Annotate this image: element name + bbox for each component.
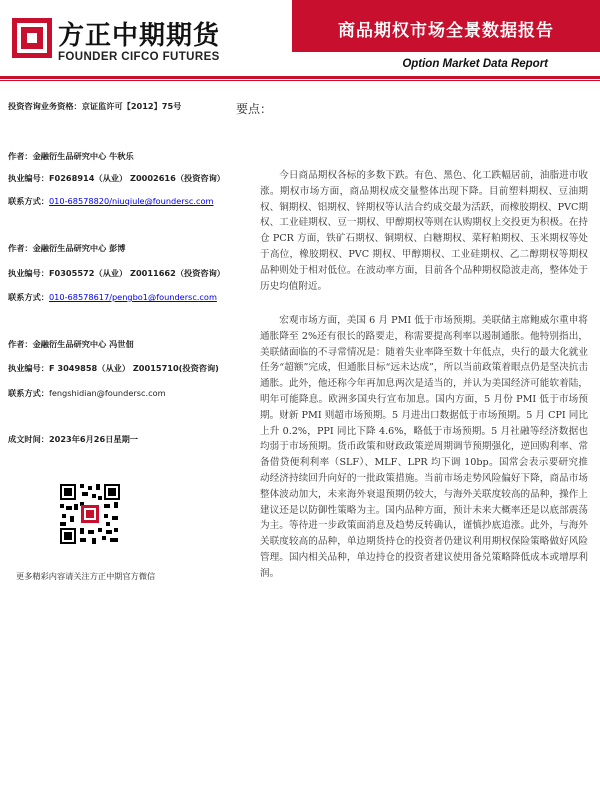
header-divider-thin: [0, 80, 600, 81]
contact-label: 联系方式：: [8, 196, 49, 206]
author-contact: [8, 291, 217, 303]
qr-caption: 更多精彩内容请关注方正中期官方微信: [16, 571, 156, 581]
author-cert: 执业编号：F0305572（从业） Z0011662（投资咨询）: [8, 268, 225, 278]
license-info: 投资咨询业务资格：京证监许可【2012】75号: [8, 101, 182, 111]
author-email: fengshidian@foundersc.com: [48, 388, 166, 398]
contact-label: 联系方式：: [8, 292, 49, 302]
author-contact: [8, 195, 214, 207]
author-line: 作者：金融衍生品研究中心 冯世佃: [8, 339, 134, 349]
founder-logo-icon: [12, 18, 52, 58]
author-email-link[interactable]: 010-68578617/pengbo1@foundersc.com: [48, 292, 217, 302]
brand-name-cn: 方正中期期货: [58, 21, 221, 51]
author-email-link[interactable]: 010-68578820/niuqiule@foundersc.com: [48, 196, 214, 206]
author-cert: 执业编号：F0268914（从业） Z0002616（投资咨询）: [8, 173, 225, 183]
author-cert: 执业编号：F 3049858（从业） Z0015710(投资咨询): [8, 363, 219, 373]
publish-date: 成文时间：2023年6月26日星期一: [8, 434, 138, 444]
report-subtitle: Option Market Data Report: [402, 58, 548, 70]
header-divider: [0, 76, 600, 79]
report-header: [0, 0, 600, 76]
author-line: 作者：金融衍生品研究中心 牛秋乐: [8, 151, 134, 161]
wechat-qr-code-icon: [58, 482, 122, 546]
summary-paragraph-options: 今日商品期权各标的多数下跌。有色、黑色、化工跌幅居前，油脂进市收涨。期权市场方面，商品期权成交量整体出现下降。目前塑料期权、豆油期权、铜期权、铝期权、锌期权等认沽合约成交最为活跃，而橡胶期权、PVC期权、工业硅期权、豆一期权、甲醇期权等则在认购期权上交投更为积极。在持仓 PCR 方面，铁矿石期权、铜期权、白糖期权、菜籽粕期权、玉米期权等处于高位，橡胶期权、PVC 期权、甲醇期权、工业硅期权、乙二醇期权等期权品种则处于相对低位。在波动率方面，目前各个品种期权隐波走高，整体处于历史均值附近。: [260, 170, 588, 292]
key-points-heading: 要点：: [236, 102, 273, 116]
brand-name-en: FOUNDER CIFCO FUTURES: [58, 51, 220, 63]
author-contact: [8, 387, 166, 399]
summary-paragraph-macro: 宏观市场方面，美国 6 月 PMI 低于市场预期。美联储主席鲍威尔重申将通胀降至 2%还有很长的路要走，称需要提高利率以遏制通胀。他特别指出，美联储面临的不寻常情况是：随着失业率降至数十年低点，央行的最大化就业任务“超额”完成，但通胀目标“远未达成”，所以当前政策着眼点仍是坚决抗击通胀。此外，他还称今年再加息两次是适当的，并认为美国经济可能软着陆，明年可能降息。欧洲多国央行宣布加息。国内方面，5 月份 PMI 低于市场预期。财新 PMI 则超市场预期。5 月进出口数据低于市场预期。5 月 CPI 同比上升 0.2%，PPI 同比下降 4.6%，略低于市场预期。5 月社融等经济数据也均弱于市场预期。货币政策和财政政策逆周期调节预期强化，逆回购利率、常备借贷便利利率（SLF）、MLF、LPR 均下调 10bp。国常会表示要研究推动经济持续回升向好的一批政策措施。当前市场走势风险偏好下降，商品市场整体波动加大，未来海外衰退预期仍较大，与海外关联度较高的品种，操作上建议还是以防御性策略为主。国内品种方面，预计未来大概率还是以底部震荡为主。等待进一步政策面消息及趋势反转确认，谨慎抄底追涨。此外，与海外关联度较高的品种，单边期货持仓的投资者仍建议利用期权保险策略做好风险管理。国内相关品种，单边持仓的投资者建议使用备兑策略降低成本或增厚利润。: [260, 315, 588, 579]
author-line: 作者：金融衍生品研究中心 彭博: [8, 243, 126, 253]
title-banner: [292, 0, 600, 52]
contact-label: 联系方式：: [8, 388, 49, 398]
report-title: 商品期权市场全景数据报告: [338, 21, 554, 41]
